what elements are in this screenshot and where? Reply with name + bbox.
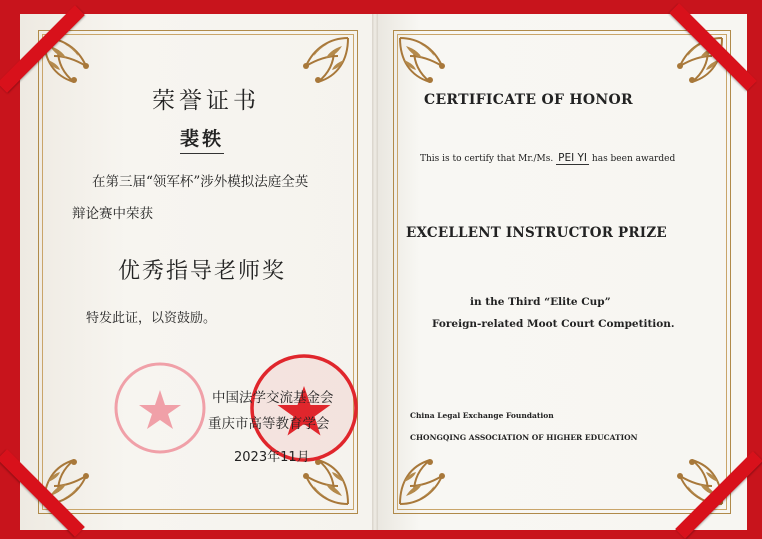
special-note: 特发此证，以资鼓励。 [86,311,217,326]
issuer-1-cn: 中国法学交流基金会 [212,390,334,406]
certify-suffix: has been awarded [591,154,676,164]
book-spine [372,14,378,530]
event-line-1: in the Third “Elite Cup” [470,296,611,308]
issue-date: 2023年11月 [234,450,310,465]
corner-flourish-icon [396,452,452,508]
award-name-cn: 优秀指导老师奖 [118,259,287,284]
issuer-2-cn: 重庆市高等教育学会 [208,416,330,432]
recipient-name-en: PEI YI [558,152,588,164]
issuer-2-en: CHONGQING ASSOCIATION OF HIGHER EDUCATION [410,433,638,442]
issuer-1-en: China Legal Exchange Foundation [410,411,554,420]
certify-prefix: This is to certify that Mr./Ms. [420,154,554,164]
event-line-2: Foreign-related Moot Court Competition. [432,318,675,330]
recipient-name-cn: 裴轶 [180,124,224,154]
corner-flourish-icon [296,34,352,90]
award-name-en: EXCELLENT INSTRUCTOR PRIZE [406,225,667,241]
body-line-1: 在第三届“领军杯”涉外模拟法庭全英 [92,174,309,190]
certify-line [420,152,675,164]
star-icon [139,390,181,429]
body-line-2: 辩论赛中荣获 [72,206,153,222]
certificate-title-cn: 荣誉证书 [152,88,260,114]
certificate-title-en: CERTIFICATE OF HONOR [424,92,633,108]
corner-flourish-icon [396,34,452,90]
seal-faded [112,360,208,456]
